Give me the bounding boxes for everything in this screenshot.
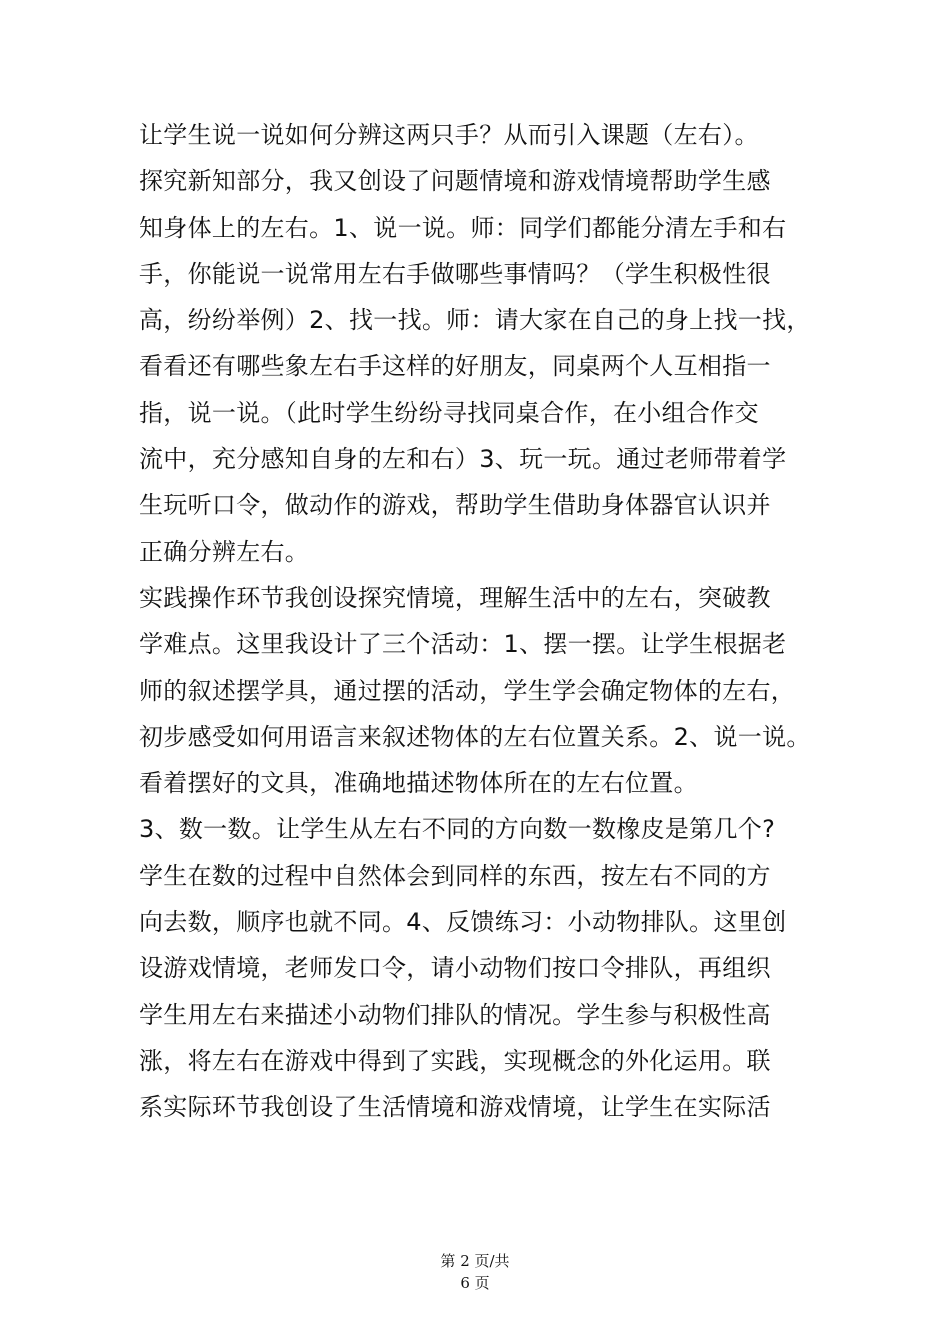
text-line: 涨，将左右在游戏中得到了实践，实现概念的外化运用。联: [139, 1046, 771, 1075]
page-number-line-1: 第 2 页/共: [440, 1252, 510, 1270]
text-line: 师的叙述摆学具，通过摆的活动，学生学会确定物体的左右，: [139, 676, 796, 705]
text-line: 生玩听口令，做动作的游戏，帮助学生借助身体器官认识并: [139, 491, 771, 520]
text-line: 正确分辨左右。: [139, 537, 310, 566]
text-line: 学难点。这里我设计了三个活动：1、摆一摆。让学生根据老: [139, 630, 787, 659]
text-line: 学生用左右来描述小动物们排队的情况。学生参与积极性高: [139, 1000, 771, 1029]
text-line: 流中，充分感知自身的左和右）3、玩一玩。通过老师带着学: [139, 445, 787, 474]
text-line: 初步感受如何用语言来叙述物体的左右位置关系。2、说一说。: [139, 722, 811, 751]
text-line: 探究新知部分，我又创设了问题情境和游戏情境帮助学生感: [139, 167, 771, 196]
text-line: 实践操作环节我创设探究情境，理解生活中的左右，突破教: [139, 583, 771, 612]
text-line: 看着摆好的文具，准确地描述物体所在的左右位置。: [139, 769, 698, 798]
text-line: 看看还有哪些象左右手这样的好朋友，同桌两个人互相指一: [139, 352, 771, 381]
text-line: 手，你能说一说常用左右手做哪些事情吗？（学生积极性很: [139, 259, 771, 288]
text-line: 3、数一数。让学生从左右不同的方向数一数橡皮是第几个?: [139, 815, 776, 844]
body-text: [139, 112, 859, 1131]
text-line: 系实际环节我创设了生活情境和游戏情境，让学生在实际活: [139, 1093, 771, 1122]
text-line: 学生在数的过程中自然体会到同样的东西，按左右不同的方: [139, 861, 771, 890]
text-line: 高，纷纷举例）2、找一找。师：请大家在自己的身上找一找，: [139, 306, 811, 335]
text-line: 知身体上的左右。1、说一说。师：同学们都能分清左手和右: [139, 213, 787, 242]
text-line: 让学生说一说如何分辨这两只手？从而引入课题（左右）。: [139, 121, 759, 149]
page-number-line-2: 6 页: [460, 1274, 490, 1292]
text-line: 向去数，顺序也就不同。4、反馈练习：小动物排队。这里创: [139, 908, 787, 937]
text-line: 设游戏情境，老师发口令，请小动物们按口令排队，再组织: [139, 954, 771, 983]
text-line: 指，说一说。（此时学生纷纷寻找同桌合作，在小组合作交: [139, 398, 759, 427]
